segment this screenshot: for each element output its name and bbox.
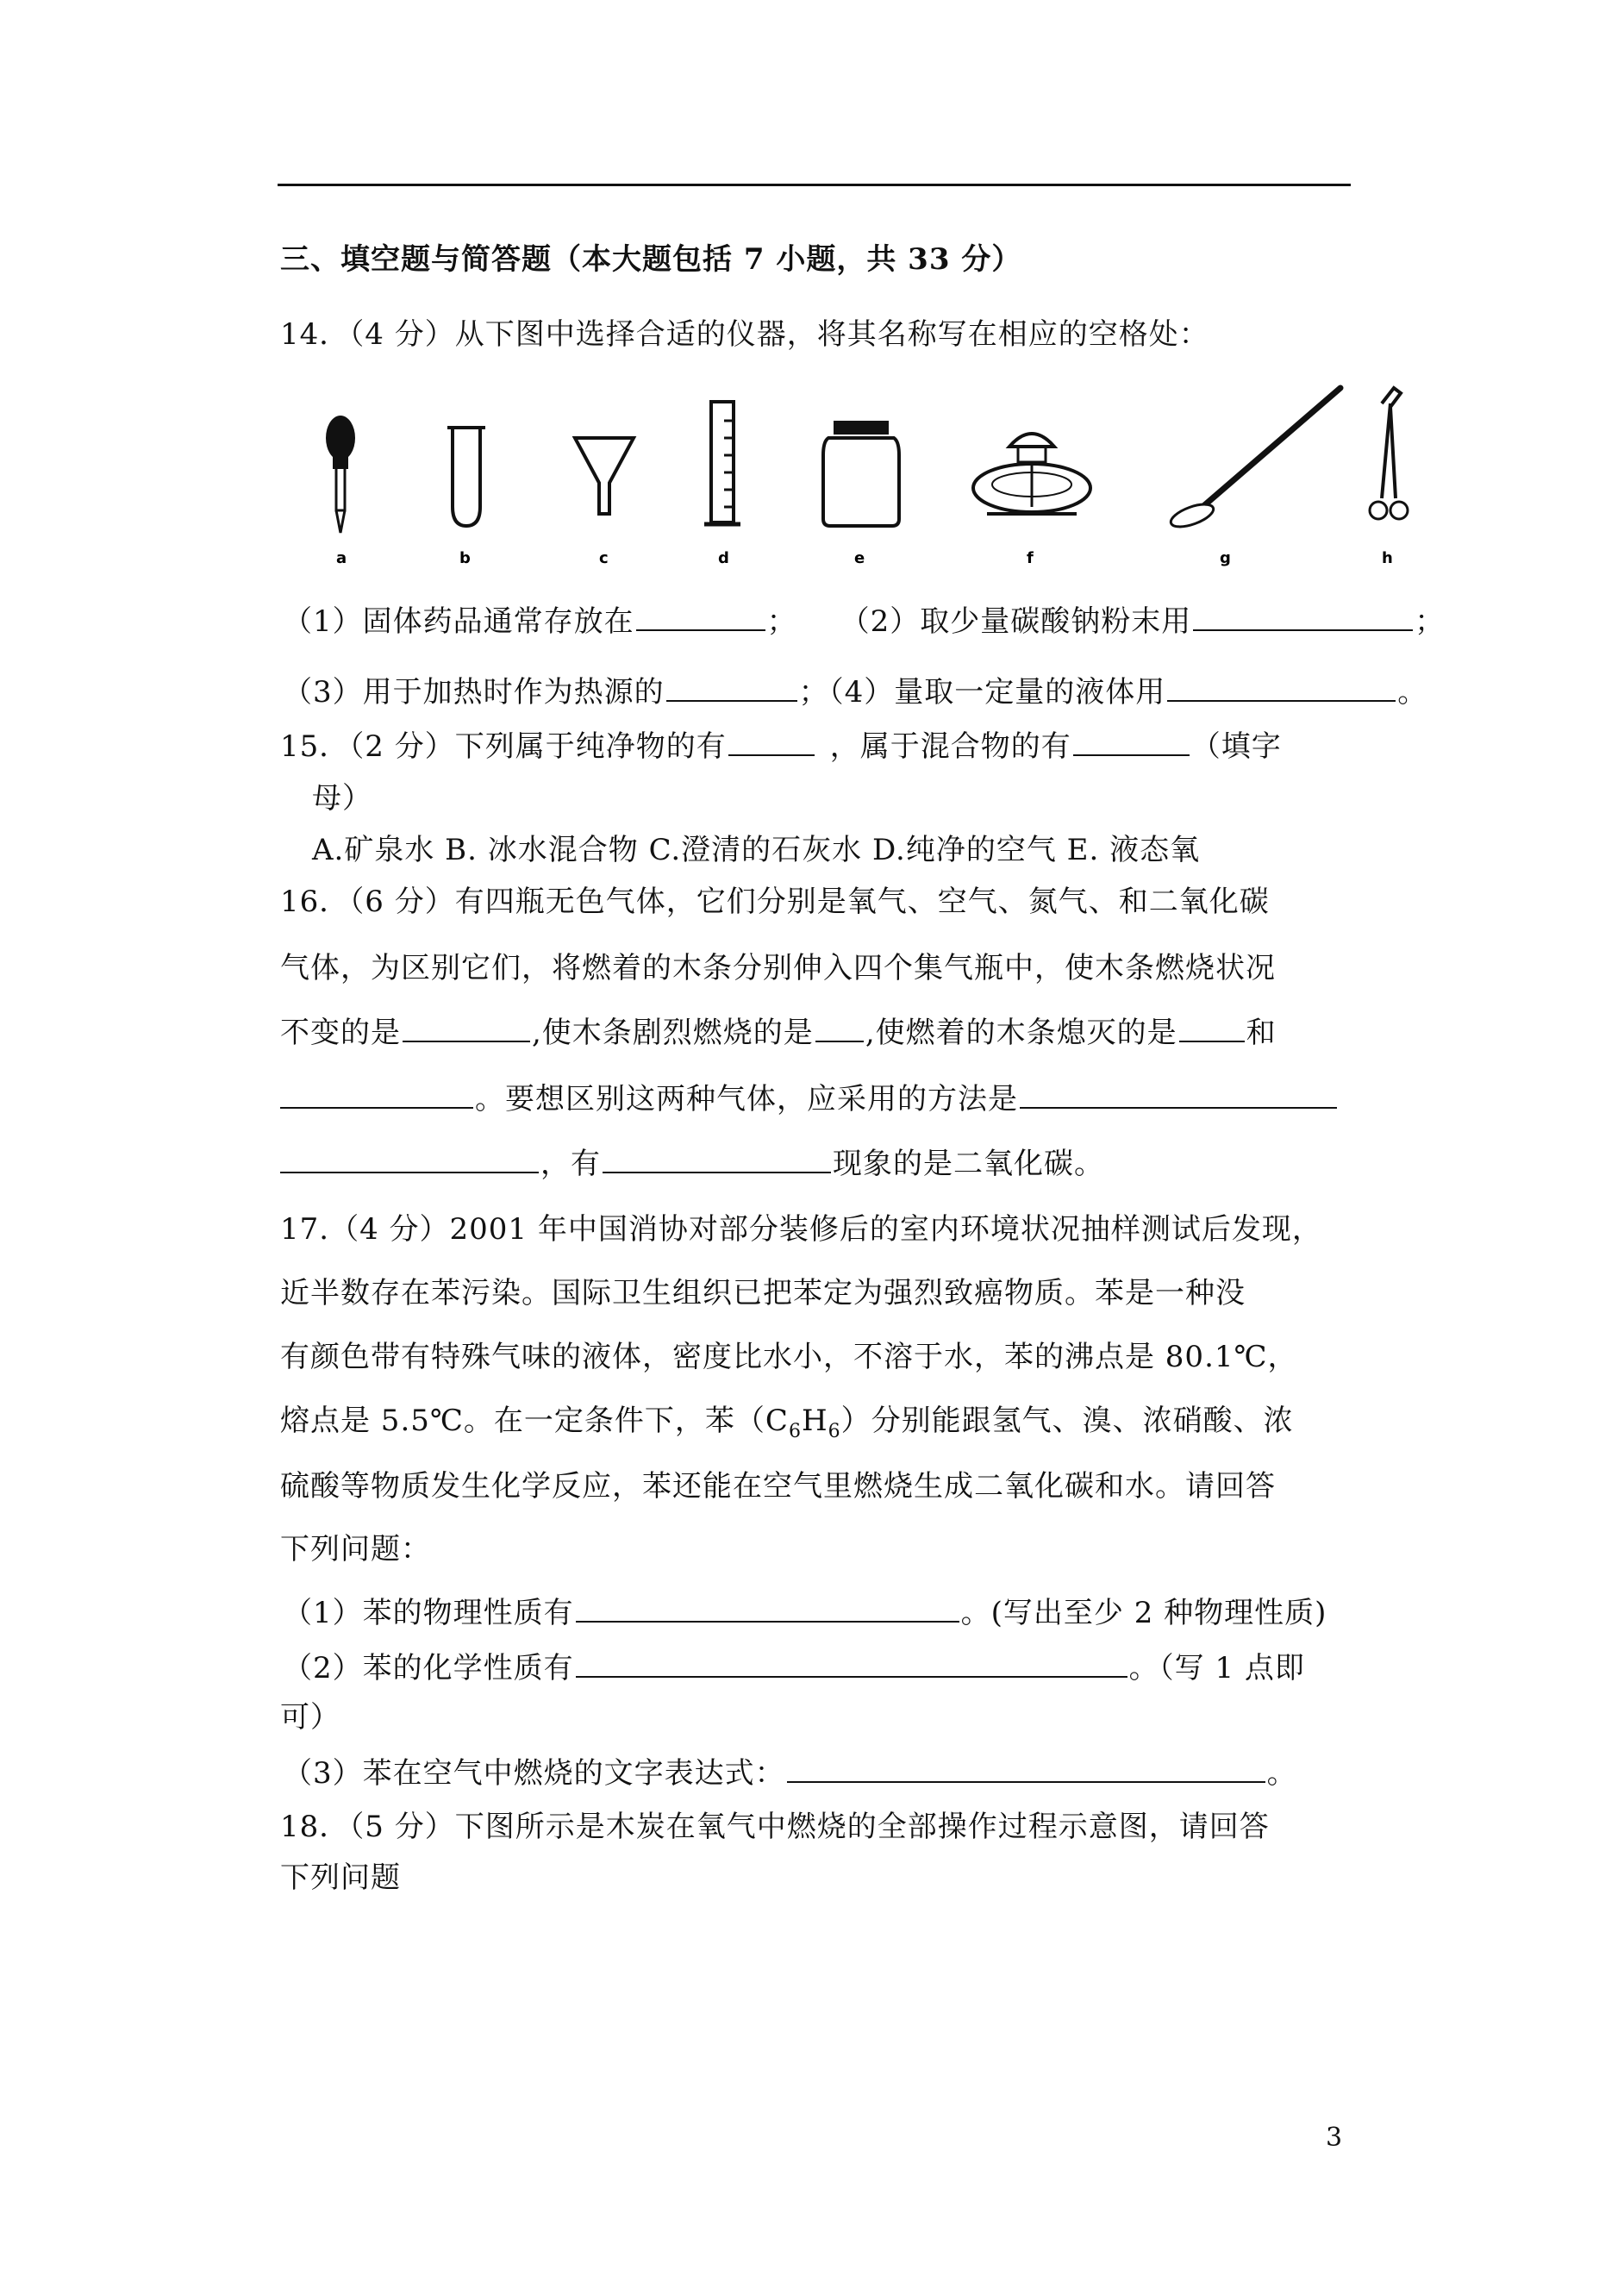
- q17-line1: 17.（4 分）2001 年中国消协对部分装修后的室内环境状况抽样测试后发现，: [280, 1212, 1322, 1247]
- alcohol-lamp-icon: [973, 434, 1090, 567]
- label-g: g: [1220, 549, 1231, 567]
- q17-line5: 硫酸等物质发生化学反应，苯还能在空气里燃烧生成二氧化碳和水。请回答: [280, 1469, 1276, 1504]
- q17-part3: （3）苯在空气中燃烧的文字表达式： 。: [283, 1756, 1297, 1791]
- q16-blank-method[interactable]: [1020, 1081, 1337, 1109]
- q14-part1-2: （1）固体药品通常存放在 ； （2）取少量碳酸钠粉末用 ；: [283, 604, 1446, 639]
- test-tube-icon: [447, 428, 485, 567]
- q14-part3-4: （3）用于加热时作为热源的 ；（4）量取一定量的液体用 。: [283, 675, 1428, 710]
- q17-part1: （1）苯的物理性质有 。(写出至少 2 种物理性质): [283, 1596, 1327, 1630]
- crucible-tongs-icon: [1370, 388, 1408, 567]
- q15-stem: 15．（2 分）下列属于纯净物的有 ，属于混合物的有 （填字: [280, 729, 1282, 764]
- q18-line1: 18．（5 分）下图所示是木炭在氧气中燃烧的全部操作过程示意图，请回答: [280, 1810, 1270, 1844]
- q16-blank-extinguish-2[interactable]: [280, 1081, 473, 1109]
- q17-line6: 下列问题：: [280, 1532, 431, 1566]
- q15-blank-pure[interactable]: [728, 729, 815, 756]
- q17-part2-cont: 可）: [280, 1700, 340, 1735]
- q15-blank-mixture[interactable]: [1073, 729, 1190, 756]
- q16-blank-phenomenon[interactable]: [603, 1146, 831, 1173]
- label-d: d: [718, 549, 729, 567]
- q16-blank-method-cont[interactable]: [280, 1146, 539, 1173]
- q16-line5: ，有 现象的是二氧化碳。: [280, 1143, 1104, 1185]
- q16-line1: 16．（6 分）有四瓶无色气体，它们分别是氧气、空气、氮气、和二氧化碳: [280, 885, 1270, 919]
- q16-line2: 气体，为区别它们，将燃着的木条分别伸入四个集气瓶中，使木条燃烧状况: [280, 951, 1276, 985]
- q14-stem: 14．（4 分）从下图中选择合适的仪器，将其名称写在相应的空格处：: [280, 317, 1209, 352]
- q17-line2: 近半数存在苯污染。国际卫生组织已把苯定为强烈致癌物质。苯是一种没: [280, 1276, 1246, 1310]
- q14-blank-3[interactable]: [666, 674, 797, 702]
- q15-options: A.矿泉水 B. 冰水混合物 C.澄清的石灰水 D.纯净的空气 E. 液态氧: [312, 833, 1201, 867]
- label-e: e: [854, 549, 865, 567]
- funnel-icon: [575, 438, 634, 567]
- label-b: b: [459, 549, 471, 567]
- label-h: h: [1382, 549, 1393, 567]
- graduated-cylinder-icon: [704, 402, 740, 567]
- apparatus-figure: [306, 378, 1452, 576]
- header-rule: [278, 184, 1351, 186]
- label-f: f: [1027, 549, 1034, 567]
- q16-blank-unchanged[interactable]: [403, 1015, 530, 1042]
- q17-part2: （2）苯的化学性质有 。（写 1 点即: [283, 1651, 1305, 1685]
- label-c: c: [599, 549, 609, 567]
- q17-blank-chemical[interactable]: [576, 1650, 1127, 1678]
- q16-line3: 不变的是 ,使木条剧烈燃烧的是 ,使燃着的木条熄灭的是 和: [280, 1016, 1277, 1050]
- label-a: a: [336, 549, 347, 567]
- q16-blank-vigorous[interactable]: [815, 1015, 864, 1042]
- q15-stem-cont: 母）: [312, 781, 372, 816]
- q17-blank-equation[interactable]: [787, 1755, 1265, 1783]
- q14-blank-4[interactable]: [1167, 674, 1396, 702]
- medicine-spoon-icon: [1168, 388, 1340, 567]
- q17-line3: 有颜色带有特殊气味的液体，密度比水小，不溶于水，苯的沸点是 80.1℃，: [280, 1340, 1298, 1374]
- dropper-icon: [326, 416, 355, 567]
- q17-blank-physical[interactable]: [576, 1595, 959, 1623]
- page-number: 3: [1326, 2123, 1343, 2153]
- q14-blank-1[interactable]: [636, 603, 765, 631]
- wide-mouth-bottle-icon: [823, 421, 899, 567]
- section-title: 三、填空题与简答题（本大题包括 7 小题，共 33 分）: [280, 242, 1022, 277]
- q18-line2: 下列问题: [280, 1860, 401, 1895]
- q14-blank-2[interactable]: [1193, 603, 1413, 631]
- q16-line4: 。要想区别这两种气体，应采用的方法是: [280, 1079, 1339, 1120]
- q17-line4: 熔点是 5.5℃。在一定条件下，苯$(C_6H_6)$分别能跟氢气、溴、浓硝酸、浓: [280, 1404, 1294, 1442]
- q16-blank-extinguish-1[interactable]: [1179, 1015, 1245, 1042]
